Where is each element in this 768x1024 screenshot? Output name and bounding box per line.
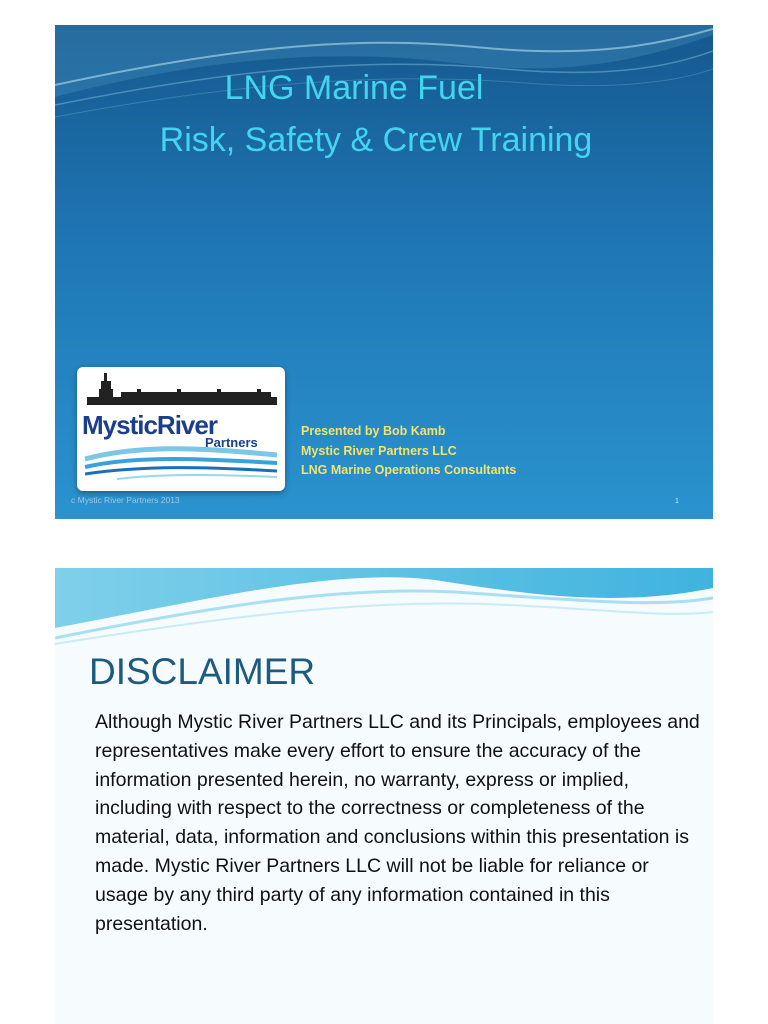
title-slide [55,25,713,519]
presenter-company: Mystic River Partners LLC [301,443,457,458]
footer-copyright: c Mystic River Partners 2013 [71,495,180,505]
slide-title-line-2: Risk, Safety & Crew Training [159,121,593,159]
disclaimer-title: DISCLAIMER [89,651,316,692]
disclaimer-body-text: Although Mystic River Partners LLC and its Principals, employees and representatives make every effort to ensure the accuracy of the information presented herein, no warranty, express or implied, including with respect to the correctness or completeness of the material, data, information and conclusions within this presentation is made. Mystic River Partners LLC will not be liable for reliance or usage by any third party of any information contained in this presentation. [95,711,700,935]
header-wave-decoration [55,568,713,646]
presenter-name: Presented by Bob Kamb [301,424,446,438]
presenter-role: LNG Marine Operations Consultants [301,463,517,477]
presenter-info [301,422,516,481]
disclaimer-slide [55,568,713,1024]
page-number: 1 [675,498,679,505]
company-logo [77,367,285,491]
logo-brand-sub: Partners [205,435,258,450]
logo-brand-main: MysticRiver [82,410,217,440]
slide-title-line-1: LNG Marine Fuel [224,69,484,107]
